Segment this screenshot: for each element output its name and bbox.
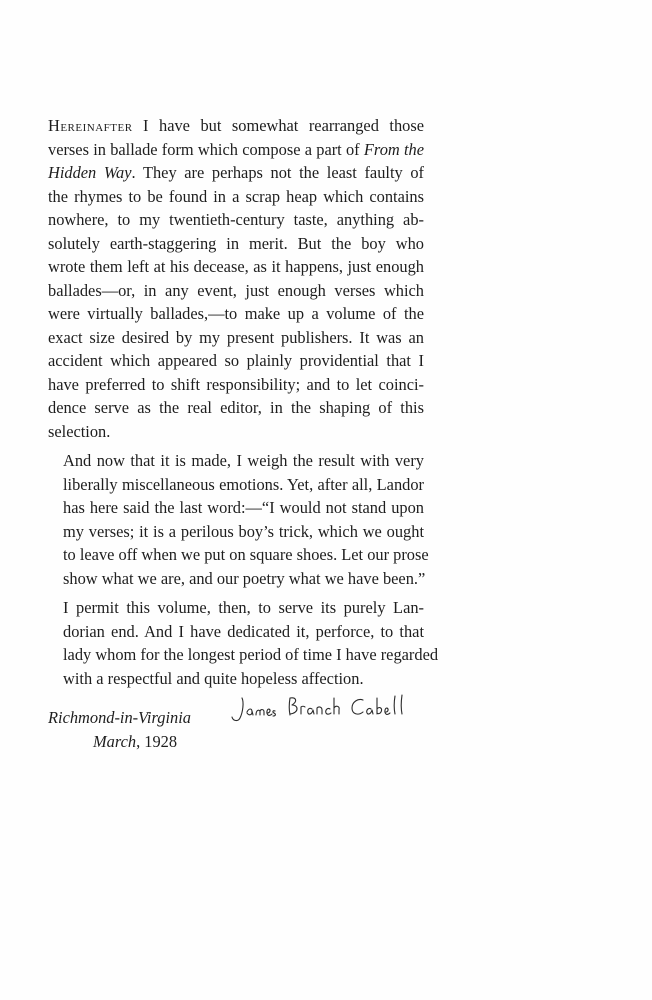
text-run: have preferred to shift responsibility; and to let coinci- (48, 374, 424, 394)
author-signature (228, 692, 428, 726)
text-run: with a respectful and quite hopeless affection. (63, 668, 364, 688)
text-line (48, 279, 424, 303)
text-run: solutely earth-staggering in merit. But the boy who (48, 233, 424, 253)
text-run: I permit this volume, then, to serve its purely Lan- (63, 598, 424, 617)
text-run: to leave off when we put on square shoes. Let our prose (63, 545, 429, 564)
italic-title: From the (363, 139, 424, 159)
text-line (48, 208, 424, 232)
preface-text (48, 114, 439, 690)
text-run: I have but somewhat rearranged those (132, 116, 424, 135)
text-line (48, 373, 424, 397)
text-run: dence serve as the real editor, in the shaping of this (48, 398, 424, 417)
text-run: . They are perhaps not the least faulty of (131, 163, 424, 182)
closing-date (93, 732, 177, 752)
text-line (48, 114, 424, 138)
handwritten-signature-icon (228, 692, 428, 726)
text-run: verses in ballade form which compose a part of (48, 139, 364, 159)
text-line (48, 596, 424, 620)
text-line (48, 543, 429, 567)
opening-word: Hereinafter (48, 116, 133, 135)
text-line (48, 255, 424, 279)
text-line (48, 449, 424, 473)
text-run: nowhere, to my twentieth-century taste, anything ab- (48, 210, 424, 229)
paragraph (48, 114, 424, 443)
text-run: lady whom for the longest period of time I have regarded (63, 645, 439, 664)
text-run: accident which appeared so plainly providential that I (48, 351, 424, 370)
text-run: the rhymes to be found in a scrap heap which contains (48, 186, 424, 206)
closing-month: March (93, 732, 137, 751)
text-line (48, 232, 424, 256)
paragraph (48, 449, 429, 590)
closing-block (48, 700, 428, 760)
text-line (48, 567, 424, 591)
text-line (48, 138, 424, 162)
text-line (48, 473, 424, 497)
italic-title: Hidden Way (48, 163, 132, 182)
text-run: exact size desired by my present publishers. It was an (48, 327, 424, 347)
text-line (48, 302, 424, 326)
text-line (48, 520, 424, 544)
text-run: were virtually ballades,—to make up a volume of the (48, 304, 424, 323)
closing-year: , 1928 (136, 732, 178, 751)
text-run: And now that it is made, I weigh the result with very (63, 451, 424, 470)
text-run: wrote them left at his decease, as it happens, just enough (48, 257, 424, 276)
text-run: dorian end. And I have dedicated it, perforce, to that (63, 621, 424, 641)
text-line (48, 643, 439, 667)
text-run: selection. (48, 421, 111, 441)
text-run: ballades—or, in any event, just enough verses which (48, 280, 424, 300)
text-line (48, 667, 424, 691)
text-run: show what we are, and our poetry what we have been.” (63, 568, 426, 588)
text-line (48, 396, 424, 420)
closing-place: Richmond-in-Virginia (48, 708, 191, 727)
paragraph (48, 596, 439, 690)
text-line (48, 326, 424, 350)
text-line (48, 420, 424, 444)
text-line (48, 185, 424, 209)
text-run: has here said the last word:—“I would not stand upon (63, 498, 424, 517)
text-run: my verses; it is a perilous boy’s trick, which we ought (63, 521, 424, 541)
text-line (48, 349, 424, 373)
text-line (48, 620, 424, 644)
text-run: liberally miscellaneous emotions. Yet, after all, Landor (63, 474, 424, 494)
text-line (48, 161, 424, 185)
text-line (48, 496, 424, 520)
